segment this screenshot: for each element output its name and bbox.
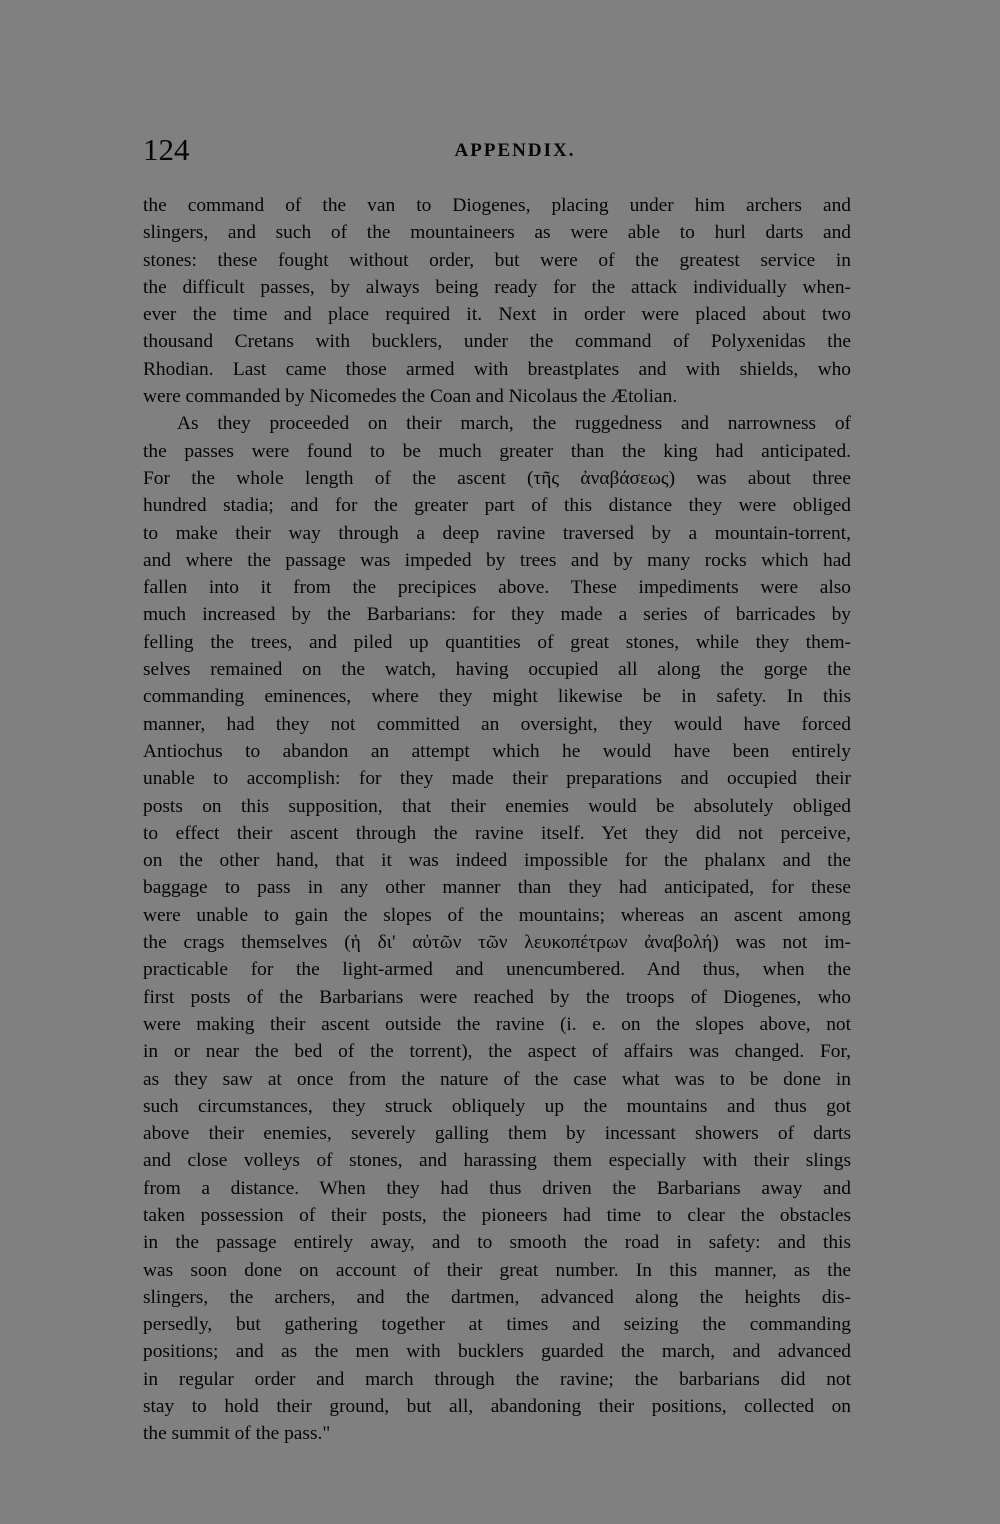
text-line: commanding eminences, where they might likewise be in safety. In this <box>143 686 851 708</box>
text-line: selves remained on the watch, having occupied all along the gorge the <box>143 659 851 681</box>
text-line: Rhodian. Last came those armed with breastplates and with shields, who <box>143 358 851 380</box>
text-line: Antiochus to abandon an attempt which he would have been entirely <box>143 740 851 762</box>
text-line: the command of the van to Diogenes, placing under him archers and <box>143 195 851 216</box>
text-line: baggage to pass in any other manner than they had anticipated, for these <box>143 877 851 899</box>
text-line: were commanded by Nicomedes the Coan and Nicolaus the Ætolian. <box>143 386 678 408</box>
text-line: above their enemies, severely galling them by incessant showers of darts <box>143 1123 851 1145</box>
text-line: such circumstances, they struck obliquely up the mountains and thus got <box>143 1095 851 1117</box>
text-line: positions; and as the men with bucklers guarded the march, and advanced <box>143 1341 851 1363</box>
text-line: manner, had they not committed an oversight, they would have forced <box>143 713 851 735</box>
text-line: in or near the bed of the torrent), the aspect of affairs was changed. For, <box>143 1041 851 1063</box>
body-text <box>143 192 851 1448</box>
text-line: stones: these fought without order, but were of the greatest service in <box>143 249 851 271</box>
text-line: For the whole length of the ascent (τῆς ἀναβάσεως) was about three <box>143 467 851 489</box>
text-line: from a distance. When they had thus driven the Barbarians away and <box>143 1177 851 1199</box>
text-line: unable to accomplish: for they made their preparations and occupied their <box>143 768 851 790</box>
text-line: hundred stadia; and for the greater part of this distance they were obliged <box>143 495 851 517</box>
text-line: felling the trees, and piled up quantities of great stones, while they them- <box>143 631 851 653</box>
text-line: posts on this supposition, that their enemies would be absolutely obliged <box>143 795 851 817</box>
text-line: and close volleys of stones, and harassing them especially with their slings <box>143 1150 851 1172</box>
text-line: much increased by the Barbarians: for they made a series of barricades by <box>143 604 851 626</box>
text-line: to effect their ascent through the ravine itself. Yet they did not perceive, <box>143 822 851 844</box>
text-line: on the other hand, that it was indeed impossible for the phalanx and the <box>143 850 851 872</box>
page-number: 124 <box>143 132 190 167</box>
text-line: the difficult passes, by always being ready for the attack individually when- <box>143 276 851 298</box>
text-line: As they proceeded on their march, the ruggedness and narrowness of <box>177 413 851 435</box>
text-line: in the passage entirely away, and to smooth the road in safety: and this <box>143 1232 851 1254</box>
text-line: the passes were found to be much greater than the king had anticipated. <box>143 440 851 462</box>
text-line: fallen into it from the precipices above. These impediments were also <box>143 577 851 599</box>
running-head: APPENDIX. <box>454 140 576 161</box>
text-line: first posts of the Barbarians were reached by the troops of Diogenes, who <box>143 986 851 1008</box>
page-header <box>143 130 851 170</box>
text-line: taken possession of their posts, the pioneers had time to clear the obstacles <box>143 1204 851 1226</box>
text-line: thousand Cretans with bucklers, under the command of Polyxenidas the <box>143 331 851 353</box>
text-line: slingers, the archers, and the dartmen, advanced along the heights dis- <box>143 1286 851 1308</box>
text-line: were unable to gain the slopes of the mountains; whereas an ascent among <box>143 904 851 926</box>
text-line: to make their way through a deep ravine traversed by a mountain-torrent, <box>143 522 851 544</box>
text-line: the crags themselves (ἡ δι' αὐτῶν τῶν λευκοπέτρων ἀναβολή) was not im- <box>143 932 851 954</box>
text-line: persedly, but gathering together at times and seizing the commanding <box>143 1314 851 1336</box>
text-line: as they saw at once from the nature of the case what was to be done in <box>143 1068 851 1090</box>
text-line: practicable for the light-armed and unencumbered. And thus, when the <box>143 959 851 981</box>
text-line: the summit of the pass." <box>143 1423 331 1445</box>
text-line: were making their ascent outside the ravine (i. e. on the slopes above, not <box>143 1013 851 1035</box>
text-line: and where the passage was impeded by trees and by many rocks which had <box>143 549 851 571</box>
text-line: ever the time and place required it. Next in order were placed about two <box>143 304 851 326</box>
text-line: was soon done on account of their great number. In this manner, as the <box>143 1259 851 1281</box>
text-line: stay to hold their ground, but all, abandoning their positions, collected on <box>143 1396 851 1418</box>
text-line: slingers, and such of the mountaineers as were able to hurl darts and <box>143 222 851 244</box>
text-line: in regular order and march through the ravine; the barbarians did not <box>143 1368 851 1390</box>
